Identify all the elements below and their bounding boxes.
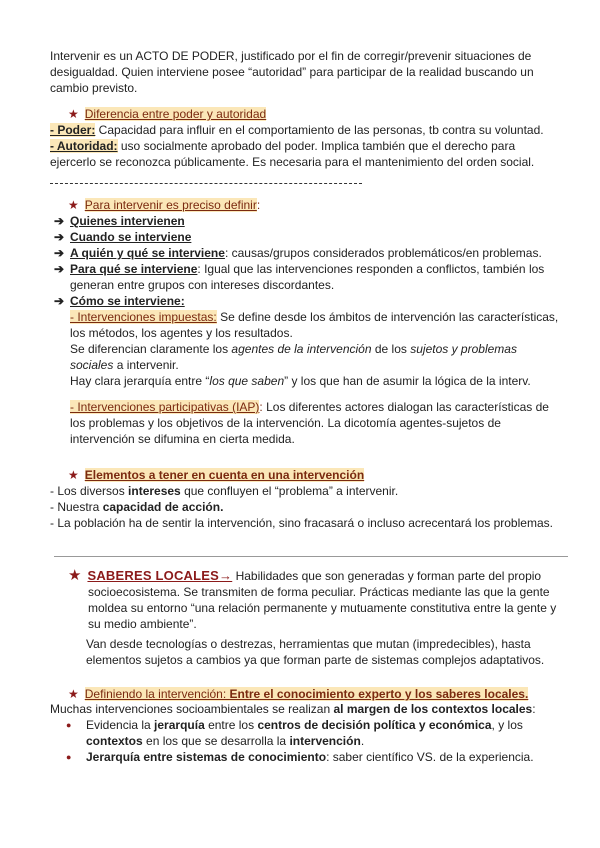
diferencian-paragraph xyxy=(70,341,562,373)
text-span: - Los diversos xyxy=(50,484,129,498)
list-item-label: Cómo se interviene: xyxy=(70,294,185,308)
text-italic: agentes de la intervención xyxy=(231,342,372,356)
text-span: . xyxy=(360,734,365,748)
star-icon: ★ xyxy=(68,687,79,701)
elementos-line-3: - La población ha de sentir la intervención, sino fracasará o incluso acrecentará los problemas. xyxy=(50,516,553,530)
star-icon: ★ xyxy=(68,567,82,584)
autoridad-definition xyxy=(50,138,550,170)
list-item-label: Cuando se interviene xyxy=(70,230,192,244)
text-bold: intervención xyxy=(289,734,361,748)
heading-definir xyxy=(68,197,568,213)
list-item xyxy=(54,229,550,245)
iap-label: - Intervenciones participativas (IAP) xyxy=(70,400,260,414)
horizontal-rule xyxy=(54,556,568,557)
text-span: : saber científico VS. de la experiencia. xyxy=(326,750,534,764)
text-span: Hay clara jerarquía entre “ xyxy=(70,374,210,388)
text-italic: los que saben xyxy=(209,374,285,388)
text-bold: centros de decisión política y económica xyxy=(257,718,492,732)
saberes-text: Habilidades que son generadas y forman parte del propio socioecosistema. Se transmiten de forma peculiar. Prácticas mediante las que la gente moldea su entorno “una relación permanente y mutuamente constitutiva entre la gente y su medio ambiente”. xyxy=(88,569,557,631)
text-span: Evidencia la xyxy=(86,718,155,732)
arrow-icon: ➔ xyxy=(54,214,65,228)
elementos-line-1 xyxy=(50,483,550,499)
poder-label: - Poder: xyxy=(50,123,96,137)
text-span: que confluyen el “problema” a intervenir. xyxy=(180,484,399,498)
text-span: : xyxy=(532,702,536,716)
heading-suffix: : xyxy=(256,198,261,212)
text-bold: jerarquía xyxy=(154,718,205,732)
star-icon: ★ xyxy=(68,468,79,482)
bullet-icon: ● xyxy=(66,720,72,730)
text-span: - Nuestra xyxy=(50,500,103,514)
jerarquia-paragraph xyxy=(70,373,562,389)
text-span: en los que se desarrolla la xyxy=(142,734,290,748)
saberes-paragraph-2: Van desde tecnologías o destrezas, herramientas que mutan (impredecibles), hasta elementos sujetos a cambios ya que forman parte de sistemas complejos adaptativos. xyxy=(86,637,545,667)
iap-text: Los diferentes actores dialogan las características de los problemas y los objetivos de la intervención. La dicotomía agentes-sujetos de intervención se difumina en cierta medida. xyxy=(70,400,549,446)
text-span: ” y los que han de asumir la lógica de la interv. xyxy=(284,374,531,388)
heading-text: Para intervenir es preciso definir xyxy=(84,198,257,212)
list-item xyxy=(54,293,550,309)
text-span: Muchas intervenciones socioambientales se realizan xyxy=(50,702,334,716)
arrow-icon: → xyxy=(219,568,233,583)
text-span: Se diferencian claramente los xyxy=(70,342,232,356)
text-bold: contextos xyxy=(86,734,143,748)
autoridad-text: uso socialmente aprobado del poder. Implica también que el derecho para ejercerlo se reconozca públicamente. Es necesaria para el mantenimiento del orden social. xyxy=(50,139,535,169)
impuestas-paragraph xyxy=(70,309,562,341)
intro-paragraph: Intervenir es un ACTO DE PODER, justificado por el fin de corregir/prevenir situaciones de desigualdad. Quien interviene posee “autoridad” para participar de la realidad buscando un cambio previsto. xyxy=(50,49,534,95)
dashed-divider xyxy=(50,183,362,184)
text-span: a intervenir. xyxy=(113,358,179,372)
poder-definition xyxy=(50,122,550,138)
definiendo-line xyxy=(50,701,570,717)
heading-text-bold: Entre el conocimiento experto y los saberes locales. xyxy=(229,687,529,701)
heading-text: Diferencia entre poder y autoridad xyxy=(84,107,267,121)
arrow-icon: ➔ xyxy=(54,230,65,244)
list-item-label: Para qué se interviene xyxy=(70,262,198,276)
list-item-text: : Igual que las intervenciones responden a conflictos, también los generan entre grupos con intereses discordantes. xyxy=(70,262,545,292)
list-item xyxy=(54,213,550,229)
bullet-icon: ● xyxy=(66,752,72,762)
heading-text: Elementos a tener en cuenta en una intervención xyxy=(84,468,365,482)
heading-definiendo xyxy=(68,686,568,702)
elementos-line-2 xyxy=(50,499,550,515)
impuestas-text: Se define desde los ámbitos de intervención las características, los métodos, los agentes y los resultados. xyxy=(70,310,559,340)
list-item-text: : causas/grupos considerados problemáticos/en problemas. xyxy=(224,246,542,260)
arrow-icon: ➔ xyxy=(54,246,65,260)
arrow-icon: ➔ xyxy=(54,262,65,276)
arrow-icon: ➔ xyxy=(54,294,65,308)
text-span: entre los xyxy=(204,718,258,732)
saberes-paragraph xyxy=(68,568,558,632)
text-bold: Jerarquía entre sistemas de conocimiento xyxy=(86,750,327,764)
text-bold: al margen de los contextos locales xyxy=(333,702,533,716)
list-item xyxy=(66,749,550,765)
heading-text: Definiendo la intervención: xyxy=(84,687,230,701)
text-span: de los xyxy=(371,342,411,356)
heading-poder-autoridad xyxy=(68,106,568,122)
list-item xyxy=(54,245,550,261)
iap-paragraph xyxy=(70,399,560,447)
list-item-label: A quién y qué se interviene xyxy=(70,246,225,260)
text-bold: capacidad de acción. xyxy=(102,500,224,514)
star-icon: ★ xyxy=(68,107,79,121)
text-span: , y los xyxy=(491,718,523,732)
text-italic: sujetos y problemas sociales xyxy=(70,342,517,372)
heading-elementos xyxy=(68,467,568,483)
list-item-label: Quienes intervienen xyxy=(70,214,185,228)
iap-colon: : xyxy=(259,400,263,414)
star-icon: ★ xyxy=(68,198,79,212)
saberes-title: SABERES LOCALES xyxy=(87,568,220,583)
list-item xyxy=(54,261,566,293)
impuestas-label: - Intervenciones impuestas: xyxy=(70,310,217,324)
autoridad-label: - Autoridad: xyxy=(50,139,118,153)
poder-text: Capacidad para influir en el comportamiento de las personas, tb contra su voluntad. xyxy=(95,123,544,137)
text-bold: intereses xyxy=(128,484,181,498)
list-item xyxy=(66,717,570,749)
